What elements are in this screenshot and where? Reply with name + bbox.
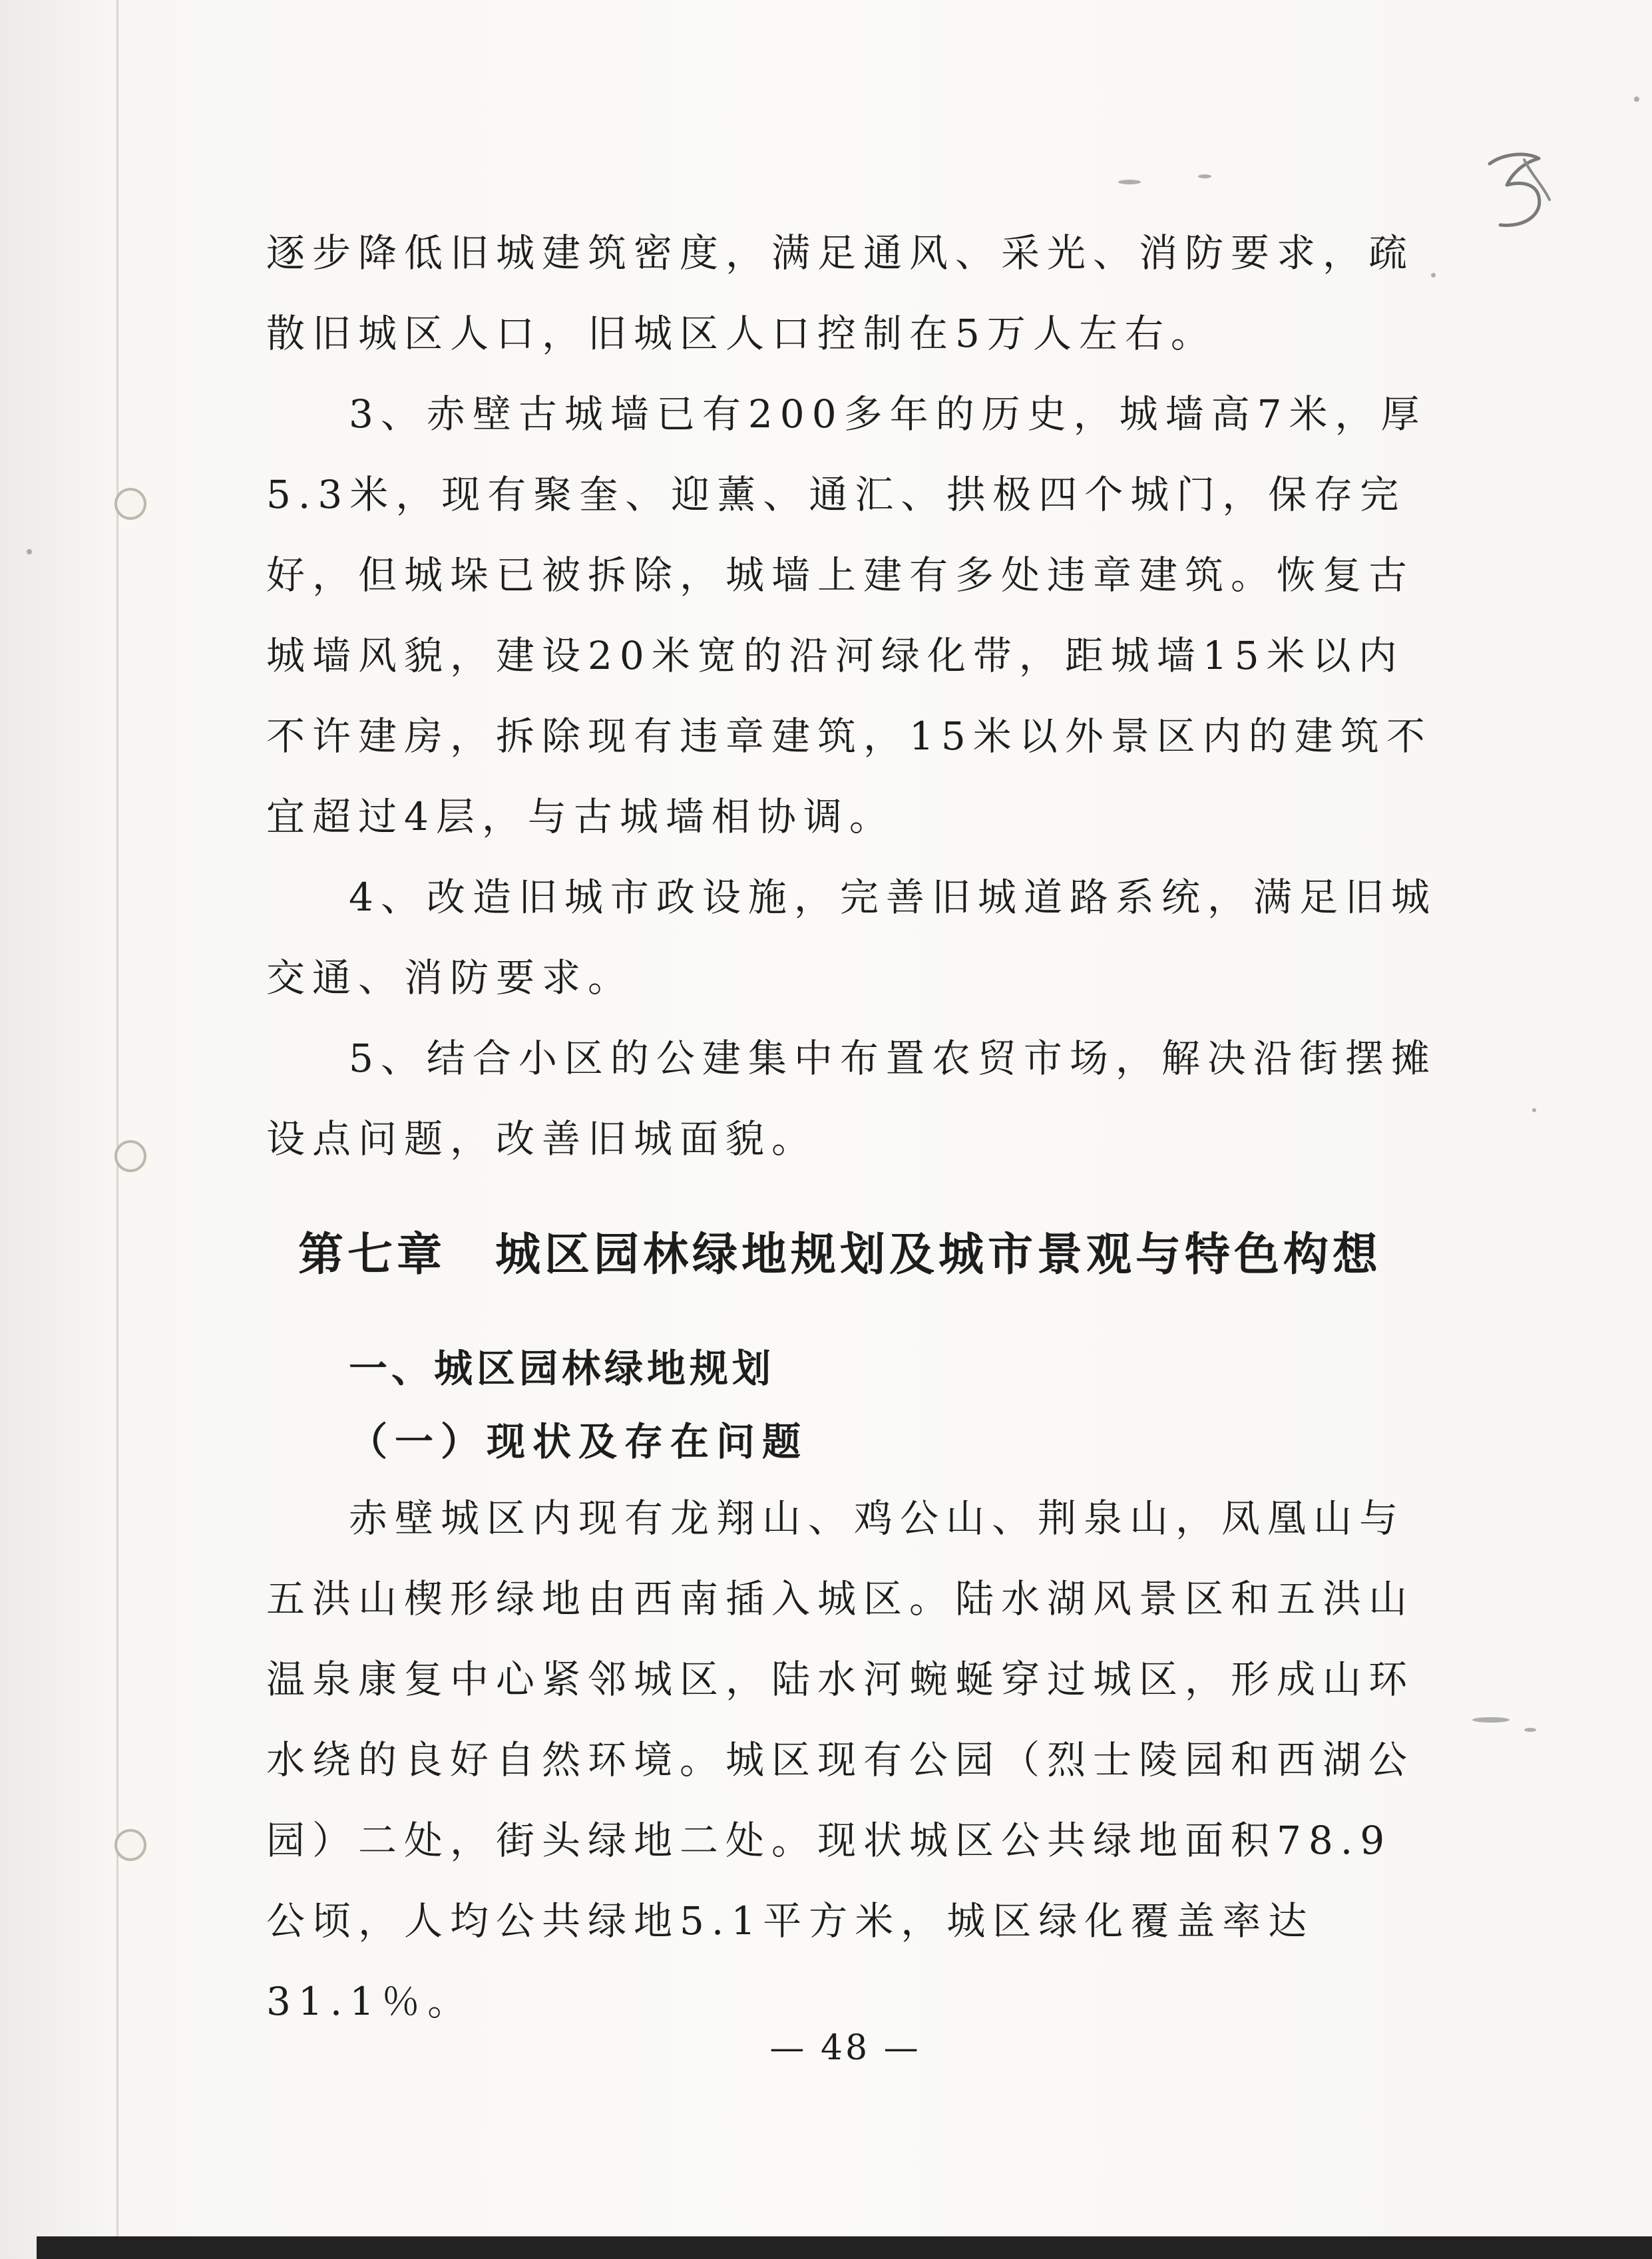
paragraph-farmers-market: 5、结合小区的公建集中布置农贸市场，解决沿街摆摊设点问题，改善旧城面貌。 bbox=[266, 1036, 1437, 1161]
binding-hole-bottom bbox=[114, 1829, 146, 1861]
scan-speck bbox=[1524, 1728, 1536, 1732]
scan-speck bbox=[1532, 1108, 1536, 1112]
paragraph-ancient-city-wall: 3、赤壁古城墙已有200多年的历史，城墙高7米，厚5.3米，现有聚奎、迎薰、通汇、拱极四个城门，保存完好，但城垛已被拆除，城墙上建有多处违章建筑。恢复古城墙风貌，建设20米宽的沿河绿化带，距城墙15米以内不许建房，拆除现有违章建筑，15米以外景区内的建筑不宜超过4层，与古城墙相协调。 bbox=[266, 391, 1432, 839]
scan-speck bbox=[27, 549, 32, 554]
subsection-title: （一）现状及存在问题 bbox=[349, 1419, 809, 1464]
scan-speck bbox=[1118, 180, 1141, 184]
scan-speck bbox=[1472, 1717, 1510, 1723]
document-body bbox=[266, 213, 1438, 2042]
scan-speck bbox=[1198, 174, 1211, 178]
page-number: — 48 — bbox=[769, 2028, 921, 2068]
scan-bottom-band bbox=[37, 2236, 1652, 2259]
chapter-title: 第七章 城区园林绿地规划及城市景观与特色构想 bbox=[298, 1229, 1382, 1281]
scan-speck bbox=[1634, 97, 1639, 102]
binding-hole-middle bbox=[114, 1140, 146, 1172]
binding-hole-top bbox=[114, 488, 146, 520]
paragraph-green-space-status: 赤壁城区内现有龙翔山、鸡公山、荆泉山，凤凰山与五洪山楔形绿地由西南插入城区。陆水湖风景区和五洪山温泉康复中心紧邻城区，陆水河蜿蜒穿过城区，形成山环水绕的良好自然环境。城区现有公园（烈士陵园和西湖公园）二处，街头绿地二处。现状城区公共绿地面积78.9公顷，人均公共绿地5.1平方米，城区绿化覆盖率达31.1％。 bbox=[266, 1496, 1415, 2024]
section-title: 一、城区园林绿地规划 bbox=[349, 1346, 775, 1391]
paragraph-municipal-facilities: 4、改造旧城市政设施，完善旧城道路系统，满足旧城交通、消防要求。 bbox=[266, 875, 1437, 1000]
handwritten-page-mark bbox=[1478, 146, 1557, 253]
page-fold-line bbox=[116, 0, 118, 2259]
paragraph-old-town-density: 逐步降低旧城建筑密度，满足通风、采光、消防要求，疏散旧城区人口，旧城区人口控制在5万人左右。 bbox=[266, 230, 1415, 356]
